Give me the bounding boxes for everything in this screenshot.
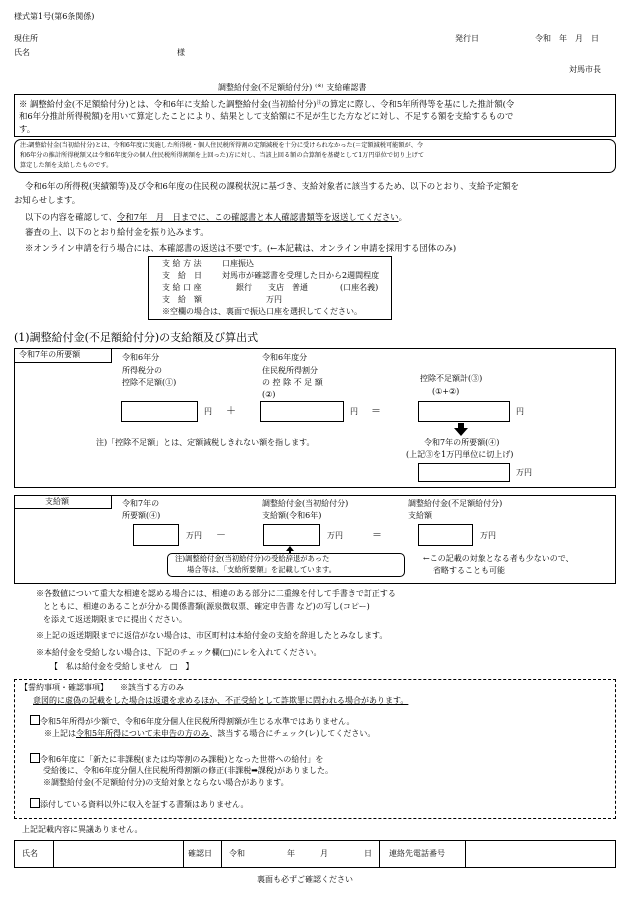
s1-col3-line2: (①+②) xyxy=(432,387,460,396)
s1-col1-line3: 控除不足額(①) xyxy=(122,378,177,387)
decline-checkbox-row[interactable]: 【 私は給付金を受給しません □ 】 xyxy=(50,662,194,671)
back-note: 裏面も必ずご確認ください xyxy=(257,875,353,884)
s2-col1-line1: 令和7年の xyxy=(122,499,160,508)
pledge-warning: 意図的に虚偽の記載をした場合は返還を求めるほか、不正受給として詐欺罪に問われる場合があります。 xyxy=(33,696,409,705)
s1-man-yen: 万円 xyxy=(516,468,532,477)
s1-yen-3: 円 xyxy=(516,407,524,416)
note-line-2: 和6年分の推計所得税額又は令和6年度分の個人住民税所得割額を上回った)方に対し、当該上回る額の合算額を基礎として1万円単位で切り上げて xyxy=(20,152,425,159)
s1-col1-line1: 令和6年分 xyxy=(122,353,160,362)
shortfall-payment-input[interactable] xyxy=(418,524,473,546)
s1-col2-line3: の 控 除 不 足 額 xyxy=(262,378,323,387)
deduction-shortfall-1-input[interactable] xyxy=(121,401,198,422)
notice-1-line1: ※各数値について重大な相違を認める場合には、相違のある部分に二重線を付して手書きで訂正する xyxy=(36,589,396,598)
body-p4: ※オンライン申請を行う場合には、本確認書の返送は不要です。(←本記載は、オンライン申請を採用する団体のみ) xyxy=(25,243,457,253)
notice-1-line2: とともに、相違のあることが分かる関係書類(源泉徴収票、確定申告書 など)の写し(コピー) xyxy=(43,602,370,611)
s2-man-yen-2: 万円 xyxy=(327,531,343,540)
body-p1-line2: お知らせします。 xyxy=(14,195,81,205)
deduction-shortfall-2-input[interactable] xyxy=(260,401,344,422)
s2-col3-line1: 調整給付金(不足額給付分) xyxy=(408,499,503,508)
pledge-item-2-line2: 受給後に、令和6年度分個人住民税所得割額の修正(非課税➡課税)がありました。 xyxy=(43,766,334,775)
date-month: 月 xyxy=(320,849,328,858)
document-title xyxy=(218,80,366,94)
deduction-shortfall-total-input[interactable] xyxy=(418,401,510,422)
phone-label: 連絡先電話番号 xyxy=(389,849,445,858)
date-era: 令和 xyxy=(229,849,245,858)
s1-col3-line1: 控除不足額計(③) xyxy=(420,374,483,383)
pledge-item-1-sub: ※上記は令和5年所得について未申告の方のみ、該当する場合にチェック(レ)してください。 xyxy=(44,729,376,738)
title-suffix: 支給確認書 xyxy=(326,83,367,92)
s2-note-line2: 場合等は、「支給所要額」を記載しています。 xyxy=(187,565,336,574)
issue-date-value: 令和 年 月 日 xyxy=(535,34,599,43)
intro-line-2: 和6年分推計所得税額)を用いて算定したことにより、結果として支給額に不足が生じた方などに対し、不足する額を支給するもので xyxy=(19,111,514,121)
pledge-item-2[interactable]: 令和6年度に「新たに非課税(または均等割のみ課税)となった世帯への給付」を xyxy=(30,753,323,766)
pledge-item-3[interactable]: 添付している資料以外に収入を証する書類はありません。 xyxy=(30,798,248,811)
pledge-item-1[interactable]: 令和5年所得が少額で、令和6年度分個人住民税所得割額が生じる水準ではありません。 xyxy=(30,715,355,728)
s1-col1-line2: 所得税分の xyxy=(122,366,162,375)
pledge-item-3-checkbox[interactable] xyxy=(30,798,40,808)
s2-man-yen-1: 万円 xyxy=(186,531,202,540)
s2-man-yen-3: 万円 xyxy=(480,531,496,540)
issuer: 対馬市長 xyxy=(569,65,601,74)
intro-line-3: す。 xyxy=(19,124,36,134)
s2-col3-line2: 支給額 xyxy=(408,511,432,520)
s2-side-note-line1: ←この記載の対象となる者も少ないので、 xyxy=(423,554,574,563)
body-p1-line1: 令和6年の所得税(実績額等)及び令和6年度の住民税の課税状況に基づき、支給対象者に該当するため、以下のとおり、支給予定額を xyxy=(25,181,519,191)
name-label: 氏名 xyxy=(14,48,30,57)
payment-account-label: 支 給 口 座 xyxy=(162,283,202,292)
payment-account-value: 銀行 支店 普通 (口座名義) xyxy=(236,283,379,292)
initial-payment-input[interactable] xyxy=(263,524,320,546)
s2-note-line1: 注)調整給付金(当初給付分)の受給辞退があった xyxy=(175,554,330,563)
notice-3: ※本給付金を受給しない場合は、下記のチェック欄(□)にレを入れてください。 xyxy=(36,648,322,657)
s1-required-line2: (上記③を1万円単位に切上げ) xyxy=(406,450,514,459)
s1-col2-line1: 令和6年度分 xyxy=(262,353,308,362)
equals-sign-1: ＝ xyxy=(371,406,381,417)
pledge-item-2-line3: ※調整給付金(不足額給付分)の支給対象とならない場合があります。 xyxy=(43,778,289,787)
s2-col1-line2: 所要額(④) xyxy=(122,511,161,520)
payment-method-label: 支 給 方 法 xyxy=(162,259,202,268)
s2-col2-line1: 調整給付金(当初給付分) xyxy=(262,499,349,508)
confirm-text: 上記記載内容に異議ありません。 xyxy=(22,825,143,834)
minus-sign: － xyxy=(216,530,226,541)
required-amount-4-input[interactable] xyxy=(133,524,179,546)
confirm-date-field[interactable] xyxy=(222,840,380,868)
phone-field[interactable] xyxy=(466,840,616,868)
required-amount-input[interactable] xyxy=(418,463,510,482)
signature-name-field[interactable] xyxy=(54,840,184,868)
notice-2: ※上記の返送期限までに返信がない場合は、市区町村は本給付金の支給を辞退したとみなします。 xyxy=(36,631,388,640)
date-year: 年 xyxy=(287,849,295,858)
pledge-heading: 【誓約事項・確認事項】 ※該当する方のみ xyxy=(20,683,184,692)
s1-col2-line4: (②) xyxy=(262,390,276,399)
s1-yen-1: 円 xyxy=(204,407,212,416)
title-main: 調整給付金(不足額給付分) xyxy=(218,83,313,92)
payment-amount-value: 万円 xyxy=(266,295,282,304)
s1-note: 注)「控除不足額」とは、定額減税しきれない額を指します。 xyxy=(96,438,315,447)
equals-sign-2: ＝ xyxy=(372,530,382,541)
payment-date-label: 支 給 日 xyxy=(162,271,202,280)
notice-1-line3: を添えて返送期限までに提出ください。 xyxy=(43,615,187,624)
body-p3: 審査の上、以下のとおり給付金を振り込みます。 xyxy=(25,227,209,237)
body-p2: 以下の内容を確認して、令和7年 月 日までに、この確認書と本人確認書類等を返送してください。 xyxy=(25,212,408,222)
payment-blank-note: ※空欄の場合は、裏面で振込口座を選択してください。 xyxy=(162,307,362,316)
title-note-mark: (※) xyxy=(315,83,324,89)
issue-date-label: 発行日 xyxy=(455,34,479,43)
payment-amount-label: 支 給 額 xyxy=(162,295,202,304)
payment-date-value: 対馬市が確認書を受理した日から2週間程度 xyxy=(222,271,380,280)
date-day: 日 xyxy=(364,849,372,858)
payment-method-value: 口座振込 xyxy=(222,259,254,268)
s1-yen-2: 円 xyxy=(350,407,358,416)
section1-tab-label: 令和7年の所要額 xyxy=(19,350,81,359)
pledge-item-2-checkbox[interactable] xyxy=(30,753,40,763)
section1-title: (1)調整給付金(不足額給付分)の支給額及び算出式 xyxy=(14,331,259,344)
s2-side-note-line2: 省略することも可能 xyxy=(433,566,505,575)
confirm-date-label: 確認日 xyxy=(188,849,212,858)
pledge-item-1-checkbox[interactable] xyxy=(30,715,40,725)
s1-col2-line2: 住民税所得割分 xyxy=(262,366,318,375)
note-line-1: 注:調整給付金(当初給付分)とは、令和6年度に実施した所得税・個人住民税所得割の定額減税を十分に受けられなかった(＝定額減税可能額が、令 xyxy=(20,142,424,149)
note-line-3: 算定した額を支給したものです。 xyxy=(20,162,113,169)
sig-name-label: 氏名 xyxy=(22,849,38,858)
intro-line-1: ※ 調整給付金(不足額給付分)とは、令和6年に支給した調整給付金(当初給付分)$^注$の算定に際し、令和5年所得等を基にした推計額(令 xyxy=(19,99,515,109)
s1-required-line1: 令和7年の所要額(④) xyxy=(424,438,500,447)
address-label: 現住所 xyxy=(14,34,38,43)
sama-label: 様 xyxy=(177,48,185,57)
plus-sign: ＋ xyxy=(226,406,236,417)
s2-col2-line2: 支給額(令和6年) xyxy=(262,511,322,520)
down-arrow-icon xyxy=(454,423,468,436)
form-number: 様式第1号(第6条関係) xyxy=(14,12,95,21)
section2-tab-label: 支給額 xyxy=(45,497,69,506)
